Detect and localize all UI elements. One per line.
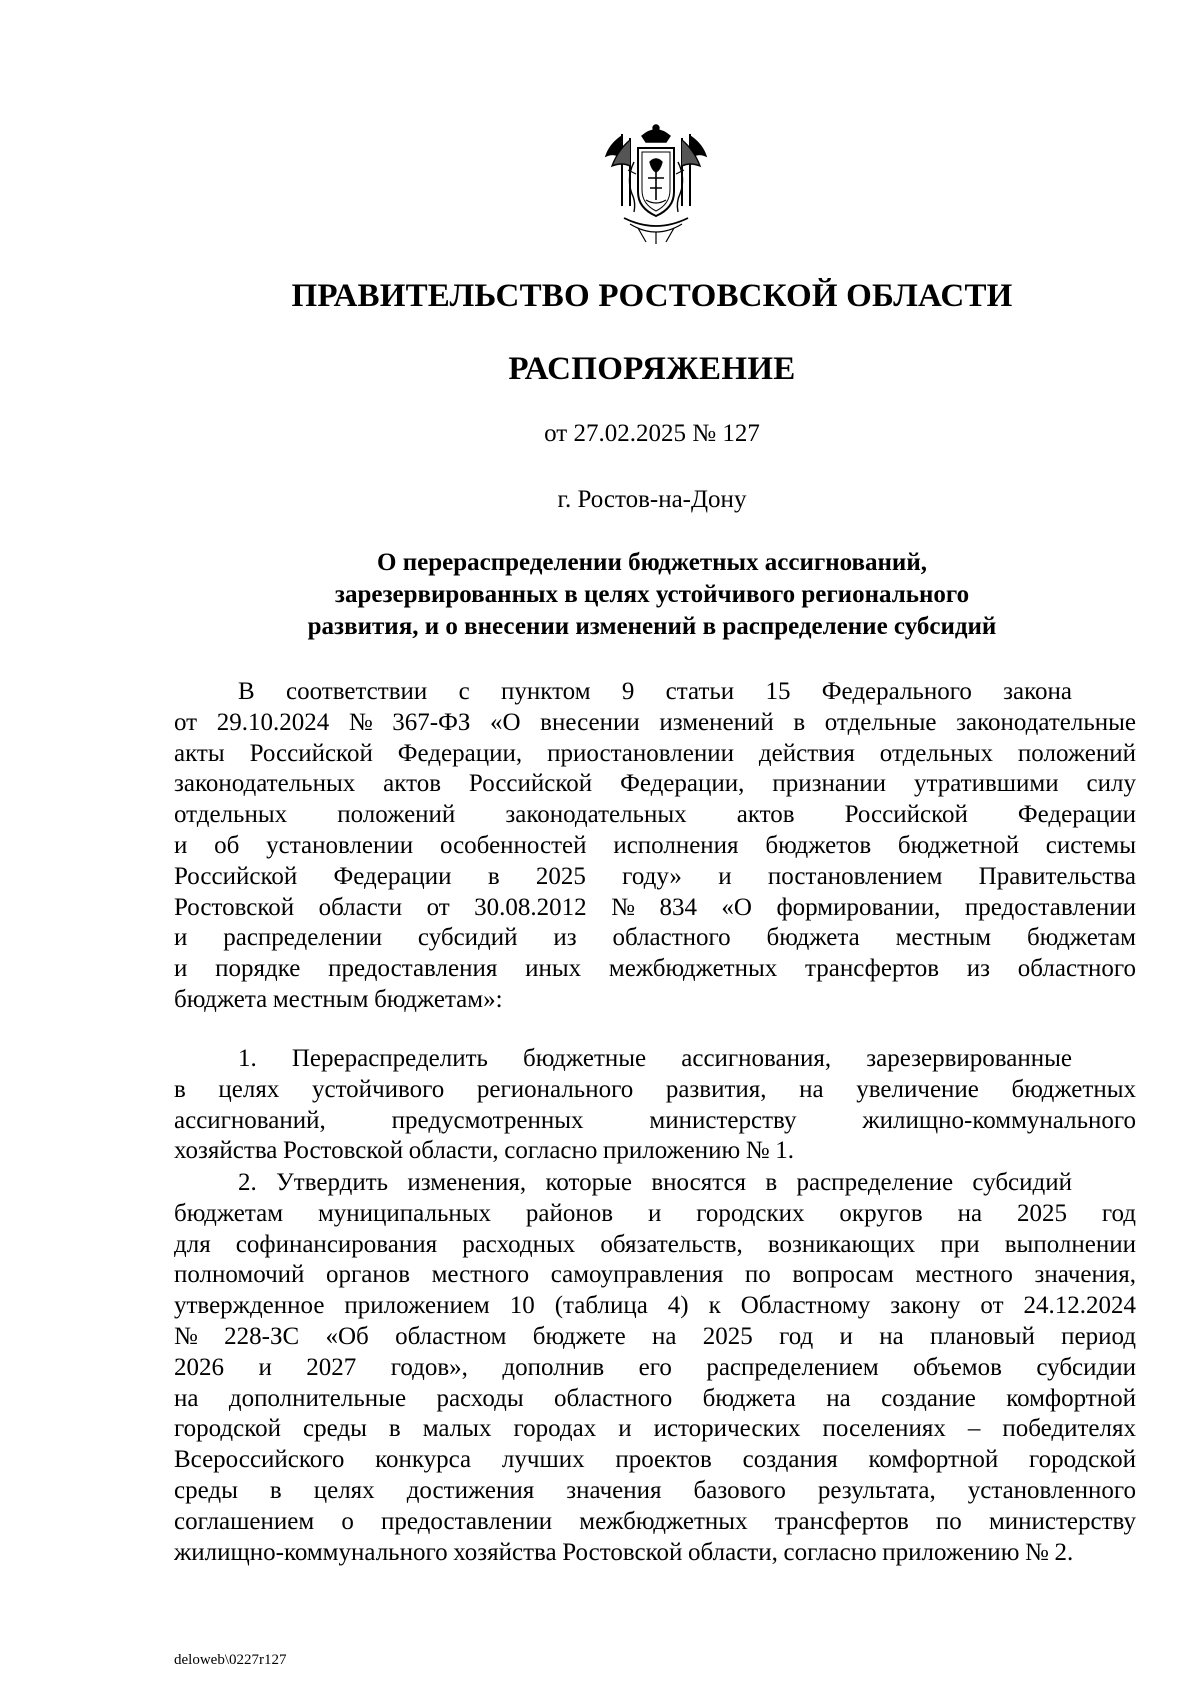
organization-title: ПРАВИТЕЛЬСТВО РОСТОВСКОЙ ОБЛАСТИ bbox=[291, 278, 1013, 314]
text-line: № 228-ЗС «Об областном бюджете на 2025 год и на плановый период bbox=[174, 1322, 1136, 1350]
text-line: для софинансирования расходных обязательств, возникающих при выполнении bbox=[174, 1230, 1136, 1258]
text-line: Ростовской области от 30.08.2012 № 834 «О формировании, предоставлении bbox=[174, 893, 1136, 921]
text-line: на дополнительные расходы областного бюджета на создание комфортной bbox=[174, 1384, 1136, 1412]
text-line: В соответствии с пунктом 9 статьи 15 Федерального закона bbox=[238, 678, 1072, 705]
item-2-paragraph bbox=[174, 1168, 1136, 1568]
text-line: и порядке предоставления иных межбюджетных трансфертов из областного bbox=[174, 955, 1136, 983]
text-line: среды в целях достижения значения базового результата, установленного bbox=[174, 1476, 1136, 1504]
text-line: 1. Перераспределить бюджетные ассигнования, зарезервированные bbox=[238, 1045, 1072, 1072]
text-line: в целях устойчивого регионального развития, на увеличение бюджетных bbox=[174, 1075, 1136, 1103]
text-line: и об установлении особенностей исполнения бюджетов бюджетной системы bbox=[174, 831, 1136, 859]
text-line: 2. Утвердить изменения, которые вносятся в распределение субсидий bbox=[238, 1169, 1072, 1196]
text-line: хозяйства Ростовской области, согласно приложению № 1. bbox=[174, 1137, 795, 1165]
text-line: бюджетам муниципальных районов и городских округов на 2025 год bbox=[174, 1199, 1136, 1227]
document-date-number: от 27.02.2025 № 127 bbox=[544, 420, 760, 447]
text-line: городской среды в малых городах и исторических поселениях – победителях bbox=[174, 1415, 1136, 1443]
text-line: 2026 и 2027 годов», дополнив его распределением объемов субсидии bbox=[174, 1353, 1136, 1381]
heading-line: О перераспределении бюджетных ассигнований, bbox=[377, 549, 927, 576]
text-line: соглашением о предоставлении межбюджетных трансфертов по министерству bbox=[174, 1507, 1136, 1535]
text-line: акты Российской Федерации, приостановлении действия отдельных положений bbox=[174, 739, 1136, 767]
text-line: Всероссийского конкурса лучших проектов создания комфортной городской bbox=[174, 1446, 1136, 1474]
text-line: жилищно-коммунального хозяйства Ростовской области, согласно приложению № 2. bbox=[174, 1538, 1074, 1566]
coat-of-arms-icon bbox=[600, 122, 712, 246]
text-line: ассигнований, предусмотренных министерству жилищно-коммунального bbox=[174, 1106, 1136, 1134]
document-city: г. Ростов-на-Дону bbox=[557, 486, 747, 513]
text-line: законодательных актов Российской Федерации, признании утратившими силу bbox=[174, 770, 1136, 798]
text-line: бюджета местным бюджетам»: bbox=[174, 985, 503, 1013]
text-line: от 29.10.2024 № 367-ФЗ «О внесении изменений в отдельные законодательные bbox=[174, 708, 1136, 736]
text-line: и распределении субсидий из областного бюджета местным бюджетам bbox=[174, 924, 1136, 952]
item-1-paragraph bbox=[174, 1044, 1136, 1167]
text-line: утвержденное приложением 10 (таблица 4) к Областному закону от 24.12.2024 bbox=[174, 1292, 1136, 1320]
document-heading bbox=[232, 547, 1072, 643]
text-line: отдельных положений законодательных актов Российской Федерации bbox=[174, 801, 1136, 829]
intro-paragraph bbox=[174, 677, 1136, 1016]
footer-file-code: deloweb\0227r127 bbox=[174, 1652, 287, 1668]
heading-line: развития, и о внесении изменений в распределение субсидий bbox=[307, 613, 997, 640]
document-type: РАСПОРЯЖЕНИЕ bbox=[508, 351, 796, 387]
heading-line: зарезервированных в целях устойчивого регионального bbox=[334, 581, 970, 608]
text-line: полномочий органов местного самоуправления по вопросам местного значения, bbox=[174, 1261, 1136, 1289]
text-line: Российской Федерации в 2025 году» и постановлением Правительства bbox=[174, 862, 1136, 890]
